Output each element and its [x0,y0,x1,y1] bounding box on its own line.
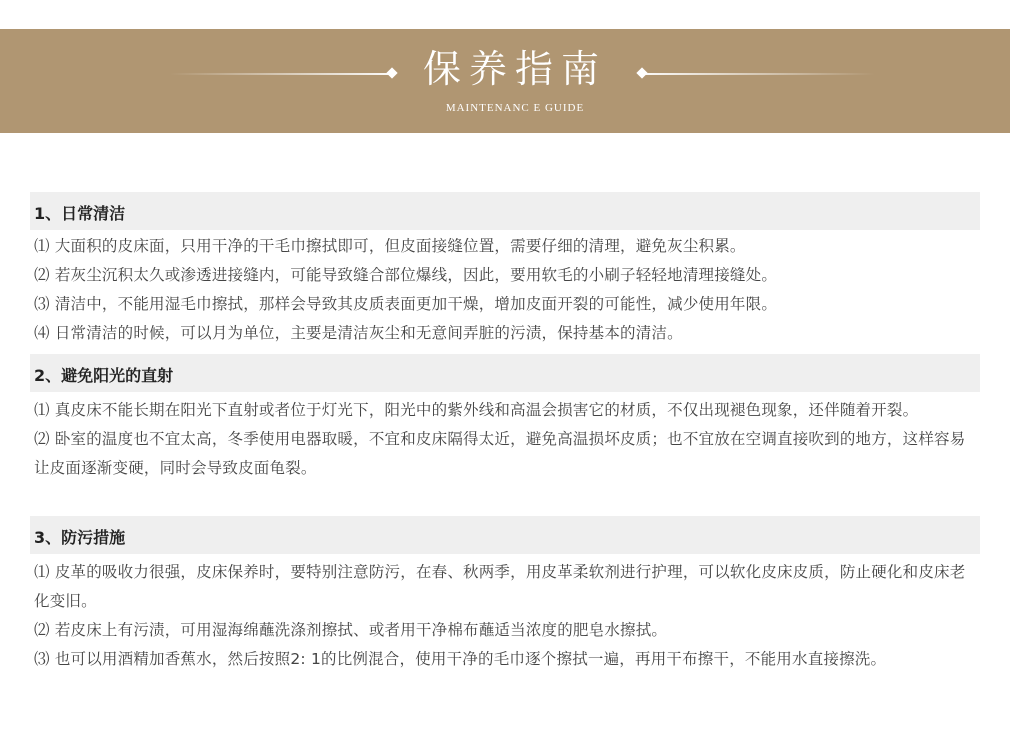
section-heading-stain-prevention [30,516,980,554]
section-body-stain-prevention [34,558,980,674]
list-item: ⑶ 也可以用酒精加香蕉水，然后按照2: 1的比例混合，使用干净的毛巾逐个擦拭一遍，再用干布擦干，不能用水直接擦洗。 [34,650,887,668]
list-item: ⑵ 卧室的温度也不宜太高，冬季使用电器取暖，不宜和皮床隔得太近，避免高温损坏皮质；也不宜放在空调直接吹到的地方，这样容易让皮面逐渐变硬，同时会导致皮面龟裂。 [34,430,966,477]
list-item: ⑵ 若皮床上有污渍，可用湿海绵蘸洗涤剂擦拭、或者用干净棉布蘸适当浓度的肥皂水擦拭。 [34,621,668,639]
page-subtitle: MAINTENANC E GUIDE [445,102,585,114]
decorative-line-left [170,73,390,75]
decorative-line-right [645,73,875,75]
section-body-daily-cleaning [34,232,980,348]
list-item: ⑶ 清洁中，不能用湿毛巾擦拭，那样会导致其皮质表面更加干燥，增加皮面开裂的可能性，减少使用年限。 [34,295,778,313]
section-heading-text: 3、防污措施 [34,528,126,547]
list-item: ⑴ 大面积的皮床面，只用干净的干毛巾擦拭即可，但皮面接缝位置，需要仔细的清理，避免灰尘积累。 [34,237,746,255]
list-item: ⑷ 日常清洁的时候，可以月为单位，主要是清洁灰尘和无意间弄脏的污渍，保持基本的清洁。 [34,324,683,342]
list-item: ⑴ 真皮床不能长期在阳光下直射或者位于灯光下，阳光中的紫外线和高温会损害它的材质，不仅出现褪色现象，还伴随着开裂。 [34,401,919,419]
section-body-avoid-sunlight [34,396,980,483]
diamond-ornament-left [386,67,397,78]
section-heading-daily-cleaning [30,192,980,230]
list-item: ⑴ 皮革的吸收力很强，皮床保养时，要特别注意防污，在春、秋两季，用皮革柔软剂进行护理，可以软化皮床皮质，防止硬化和皮床老化变旧。 [34,563,966,610]
section-heading-text: 2、避免阳光的直射 [34,366,174,385]
section-heading-text: 1、日常清洁 [34,204,126,223]
header-banner [0,29,1010,133]
section-heading-avoid-sunlight [30,354,980,392]
page-title: 保养指南 [422,47,607,91]
list-item: ⑵ 若灰尘沉积太久或渗透进接缝内，可能导致缝合部位爆线，因此，要用软毛的小刷子轻轻地清理接缝处。 [34,266,778,284]
